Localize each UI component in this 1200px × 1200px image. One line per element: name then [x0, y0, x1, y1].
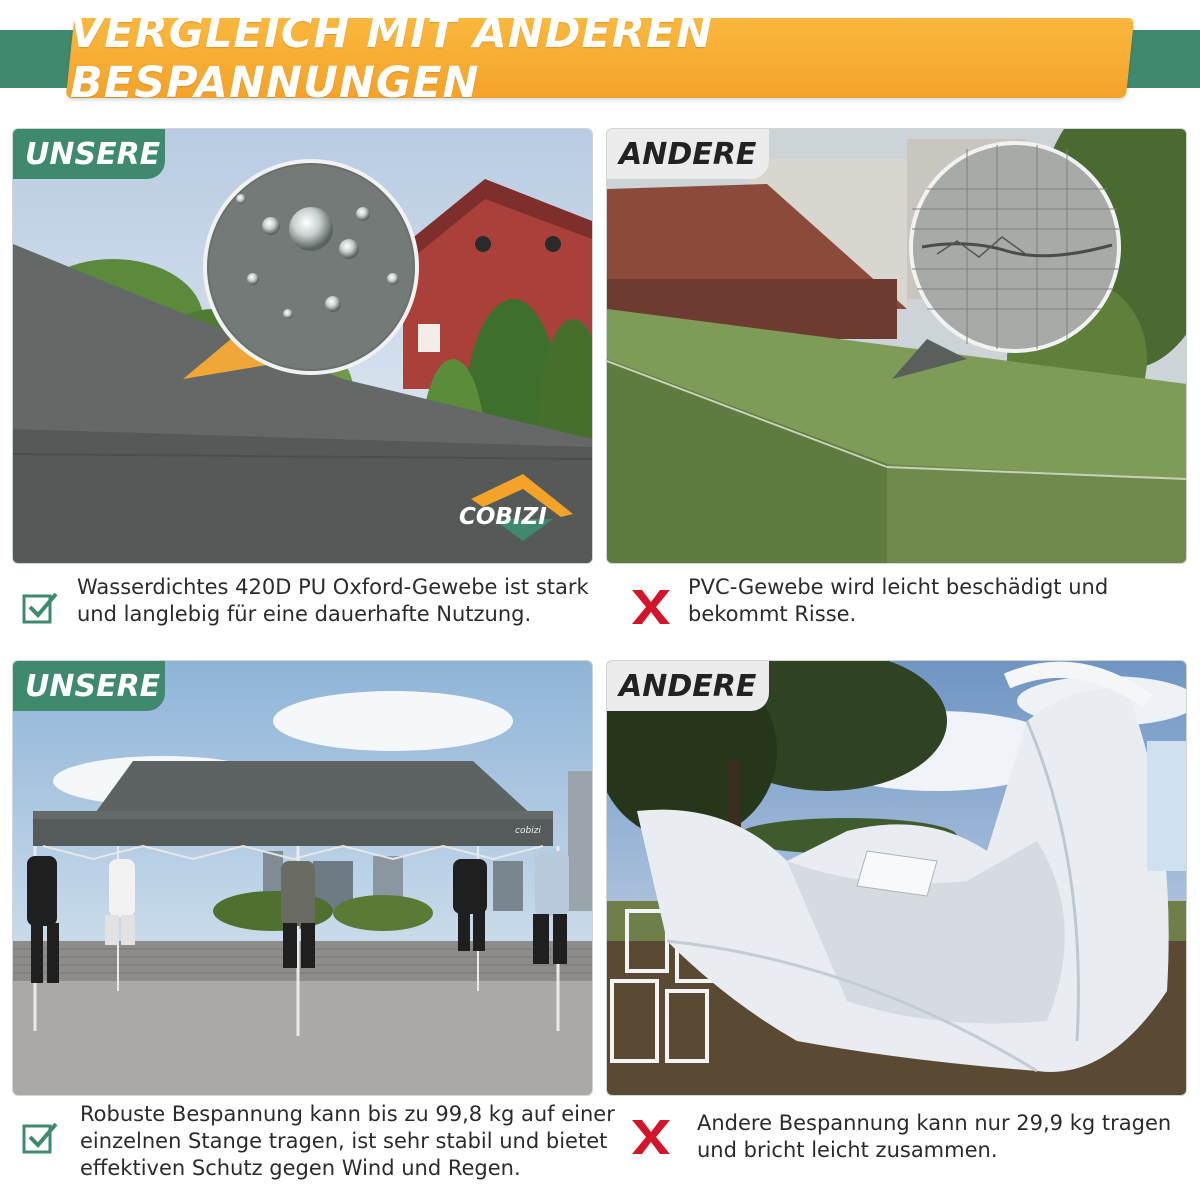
caption-other-strength: Andere Bespannung kann nur 29,9 kg tragen und bricht leicht zusammen. — [697, 1111, 1172, 1162]
panel-ours-fabric — [12, 128, 593, 564]
panel-other-strength — [606, 660, 1187, 1096]
panel-other-fabric — [606, 128, 1187, 564]
brand-logo-small: cobizi — [515, 826, 541, 836]
check-icon — [22, 1120, 58, 1154]
panel-ours-strength — [12, 660, 593, 1096]
check-icon — [22, 590, 58, 624]
caption-ours-strength: Robuste Bespannung kann bis zu 99,8 kg auf einer einzelnen Stange tragen, ist sehr stabil und bietet effektiven Schutz gegen Wind und Regen. — [80, 1102, 615, 1180]
cross-icon — [630, 588, 672, 626]
page-title: VERGLEICH MIT ANDEREN BESPANNUNGEN — [70, 8, 714, 108]
caption-other-fabric: PVC-Gewebe wird leicht beschädigt und bekommt Risse. — [688, 575, 1109, 626]
caption-ours-fabric: Wasserdichtes 420D PU Oxford-Gewebe ist stark und langlebig für eine dauerhafte Nutzung. — [77, 575, 589, 626]
ours-strength-photo — [13, 661, 592, 1095]
other-fabric-photo — [607, 129, 1186, 563]
brand-logo-text: COBIZI — [459, 504, 547, 530]
tag-ours: UNSERE — [13, 129, 165, 179]
cross-icon — [630, 1118, 672, 1156]
other-strength-photo — [607, 661, 1186, 1095]
tag-ours: UNSERE — [13, 661, 165, 711]
ours-fabric-photo — [13, 129, 592, 563]
tag-other: ANDERE — [607, 129, 769, 179]
tag-other: ANDERE — [607, 661, 769, 711]
